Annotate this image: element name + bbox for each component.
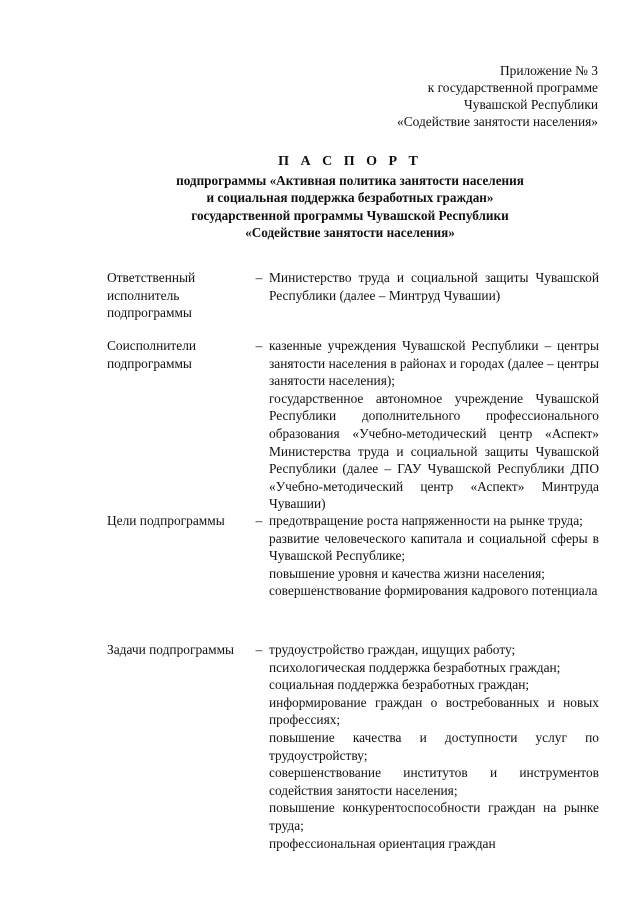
- value-paragraph: повышение уровня и качества жизни населения;: [269, 565, 545, 581]
- row-dash: –: [255, 270, 263, 285]
- row-value: [269, 641, 599, 852]
- appendix-line: «Содействие занятости населения»: [397, 114, 598, 129]
- value-paragraph: социальная поддержка безработных граждан;: [269, 677, 530, 693]
- row-label: Ответственный исполнитель подпрограммы: [107, 270, 196, 321]
- value-paragraph: Министерство труда и социальной защиты Чувашской Республики (далее – Минтруд Чувашии): [269, 270, 599, 303]
- row-dash: –: [255, 513, 263, 528]
- row-dash: –: [255, 642, 263, 657]
- row-label: Цели подпрограммы: [107, 513, 225, 528]
- value-paragraph: казенные учреждения Чувашской Республики – центры занятости населения в районах и городах (далее – центры занятости населения);: [269, 338, 599, 389]
- appendix-header: [330, 62, 598, 130]
- title-passport: П А С П О Р Т: [278, 154, 422, 169]
- row-value: [269, 512, 599, 600]
- row-value: [269, 269, 599, 304]
- appendix-line: к государственной программе: [427, 80, 598, 95]
- value-paragraph: развитие человеческого капитала и социальной сферы в Чувашской Республике;: [269, 530, 599, 564]
- value-paragraph: совершенствование формирования кадрового потенциала: [269, 583, 598, 599]
- value-paragraph: совершенствование институтов и инструментов содействия занятости населения;: [269, 765, 599, 798]
- value-paragraph: предотвращение роста напряженности на рынке труда;: [269, 513, 583, 528]
- value-paragraph: психологическая поддержка безработных граждан;: [269, 659, 561, 675]
- value-paragraph: трудоустройство граждан, ищущих работу;: [269, 642, 516, 657]
- title-line: подпрограммы «Активная политика занятости населения: [176, 173, 524, 188]
- title-line: «Содействие занятости населения»: [245, 225, 455, 241]
- value-paragraph: повышение конкурентоспособности граждан на рынке труда;: [269, 800, 599, 833]
- appendix-line: Приложение № 3: [499, 63, 598, 78]
- row-value: [269, 337, 599, 513]
- value-paragraph: государственное автономное учреждение Чувашской Республики дополнительного профессионального образования «Учебно-методический центр «Аспект» Министерства труда и социальной защиты Чувашской Республики (далее – ГАУ Чувашской Республики ДПО «Учебно-методический центр «Аспект» Минтруда Чувашии): [269, 390, 599, 512]
- row-label: Соисполнители подпрограммы: [107, 338, 197, 371]
- row-label: Задачи подпрограммы: [107, 642, 235, 657]
- title-line: и социальная поддержка безработных граждан»: [206, 190, 494, 206]
- value-paragraph: информирование граждан о востребованных и новых профессиях;: [269, 694, 599, 728]
- value-paragraph: профессиональная ориентация граждан: [269, 835, 496, 851]
- value-paragraph: повышение качества и доступности услуг по трудоустройству;: [269, 729, 599, 763]
- row-dash: –: [255, 338, 263, 353]
- appendix-line: Чувашской Республики: [464, 97, 598, 112]
- document-title: [100, 152, 600, 242]
- title-line: государственной программы Чувашской Республики: [191, 207, 509, 223]
